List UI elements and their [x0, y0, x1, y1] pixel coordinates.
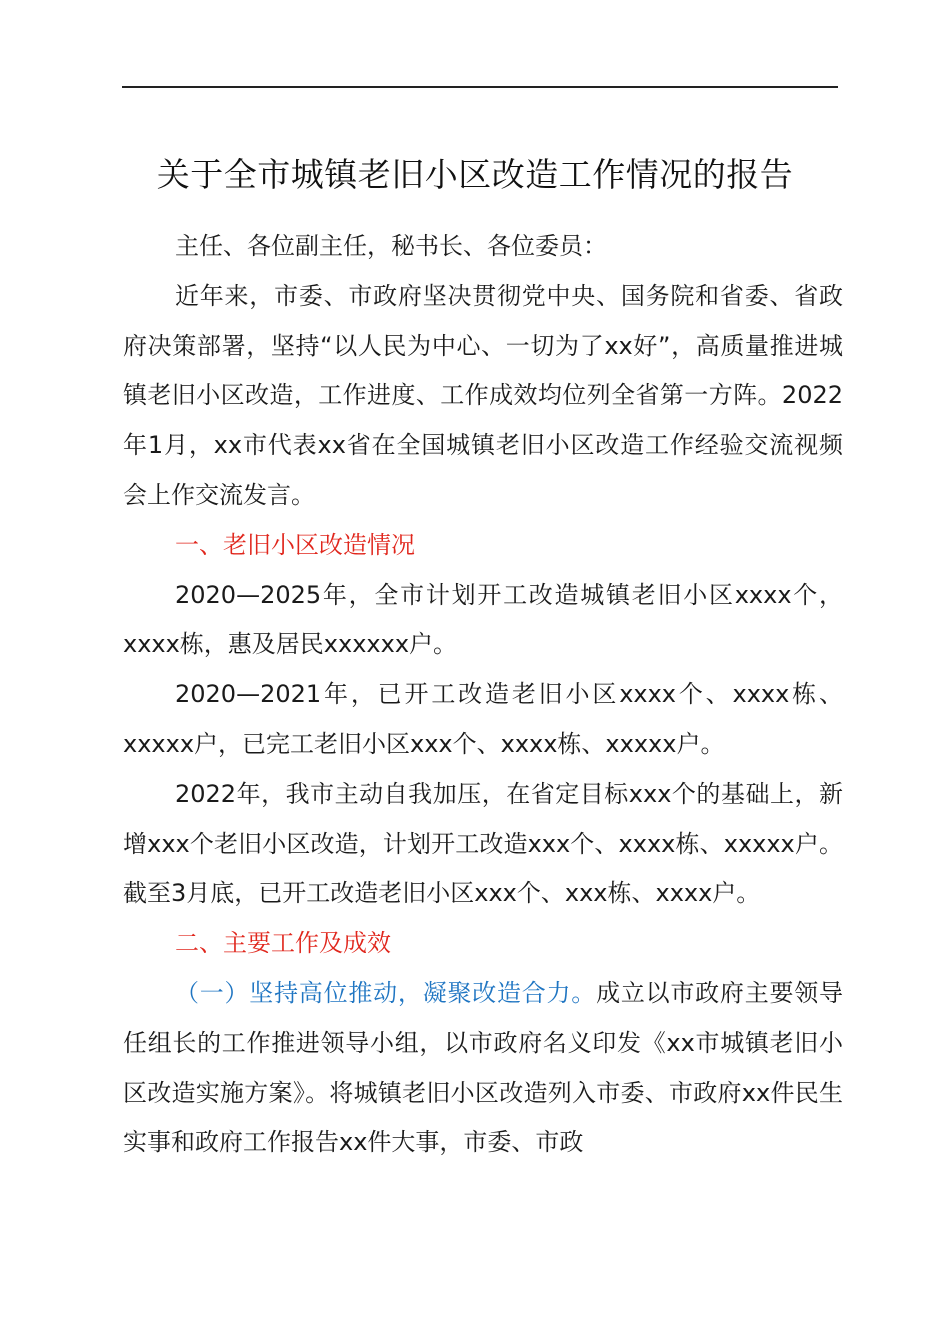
- intro-paragraph: 近年来，市委、市政府坚决贯彻党中央、国务院和省委、省政府决策部署，坚持“以人民为中心、一切为了xx好”，高质量推进城镇老旧小区改造，工作进度、工作成效均位列全省第一方阵。2022年1月，xx市代表xx省在全国城镇老旧小区改造工作经验交流视频会上作交流发言。: [123, 281, 843, 509]
- subsection-1-text: 成立以市政府主要领导任组长的工作推进领导小组，以市政府名义印发《xx市城镇老旧小区改造实施方案》。将城镇老旧小区改造列入市委、市政府xx件民生实事和政府工作报告xx件大事，市委、市政: [123, 978, 844, 1157]
- section-1-paragraph-2: 2020—2021年，已开工改造老旧小区xxxx个、xxxx栋、xxxxx户，已完工老旧小区xxx个、xxxx栋、xxxxx户。: [123, 680, 843, 758]
- salutation: 主任、各位副主任，秘书长、各位委员：: [175, 232, 607, 260]
- document-body: [123, 222, 843, 1168]
- subsection-1-heading: （一）坚持高位推动，凝聚改造合力。: [175, 978, 597, 1007]
- section-1-paragraph-1: 2020—2025年，全市计划开工改造城镇老旧小区xxxx个，xxxx栋，惠及居民xxxxxx户。: [123, 580, 843, 659]
- section-1-paragraph-3: 2022年，我市主动自我加压，在省定目标xxx个的基础上，新增xxx个老旧小区改造，计划开工改造xxx个、xxxx栋、xxxxx户。截至3月底，已开工改造老旧小区xxx个、xxx栋、xxxx户。: [123, 779, 843, 908]
- section-2-heading: 二、主要工作及成效: [175, 929, 391, 958]
- section-2-paragraph-1: [123, 969, 843, 1168]
- section-1-heading: 一、老旧小区改造情况: [175, 530, 415, 559]
- document-title: 关于全市城镇老旧小区改造工作情况的报告: [156, 155, 794, 194]
- header-rule: [122, 86, 838, 88]
